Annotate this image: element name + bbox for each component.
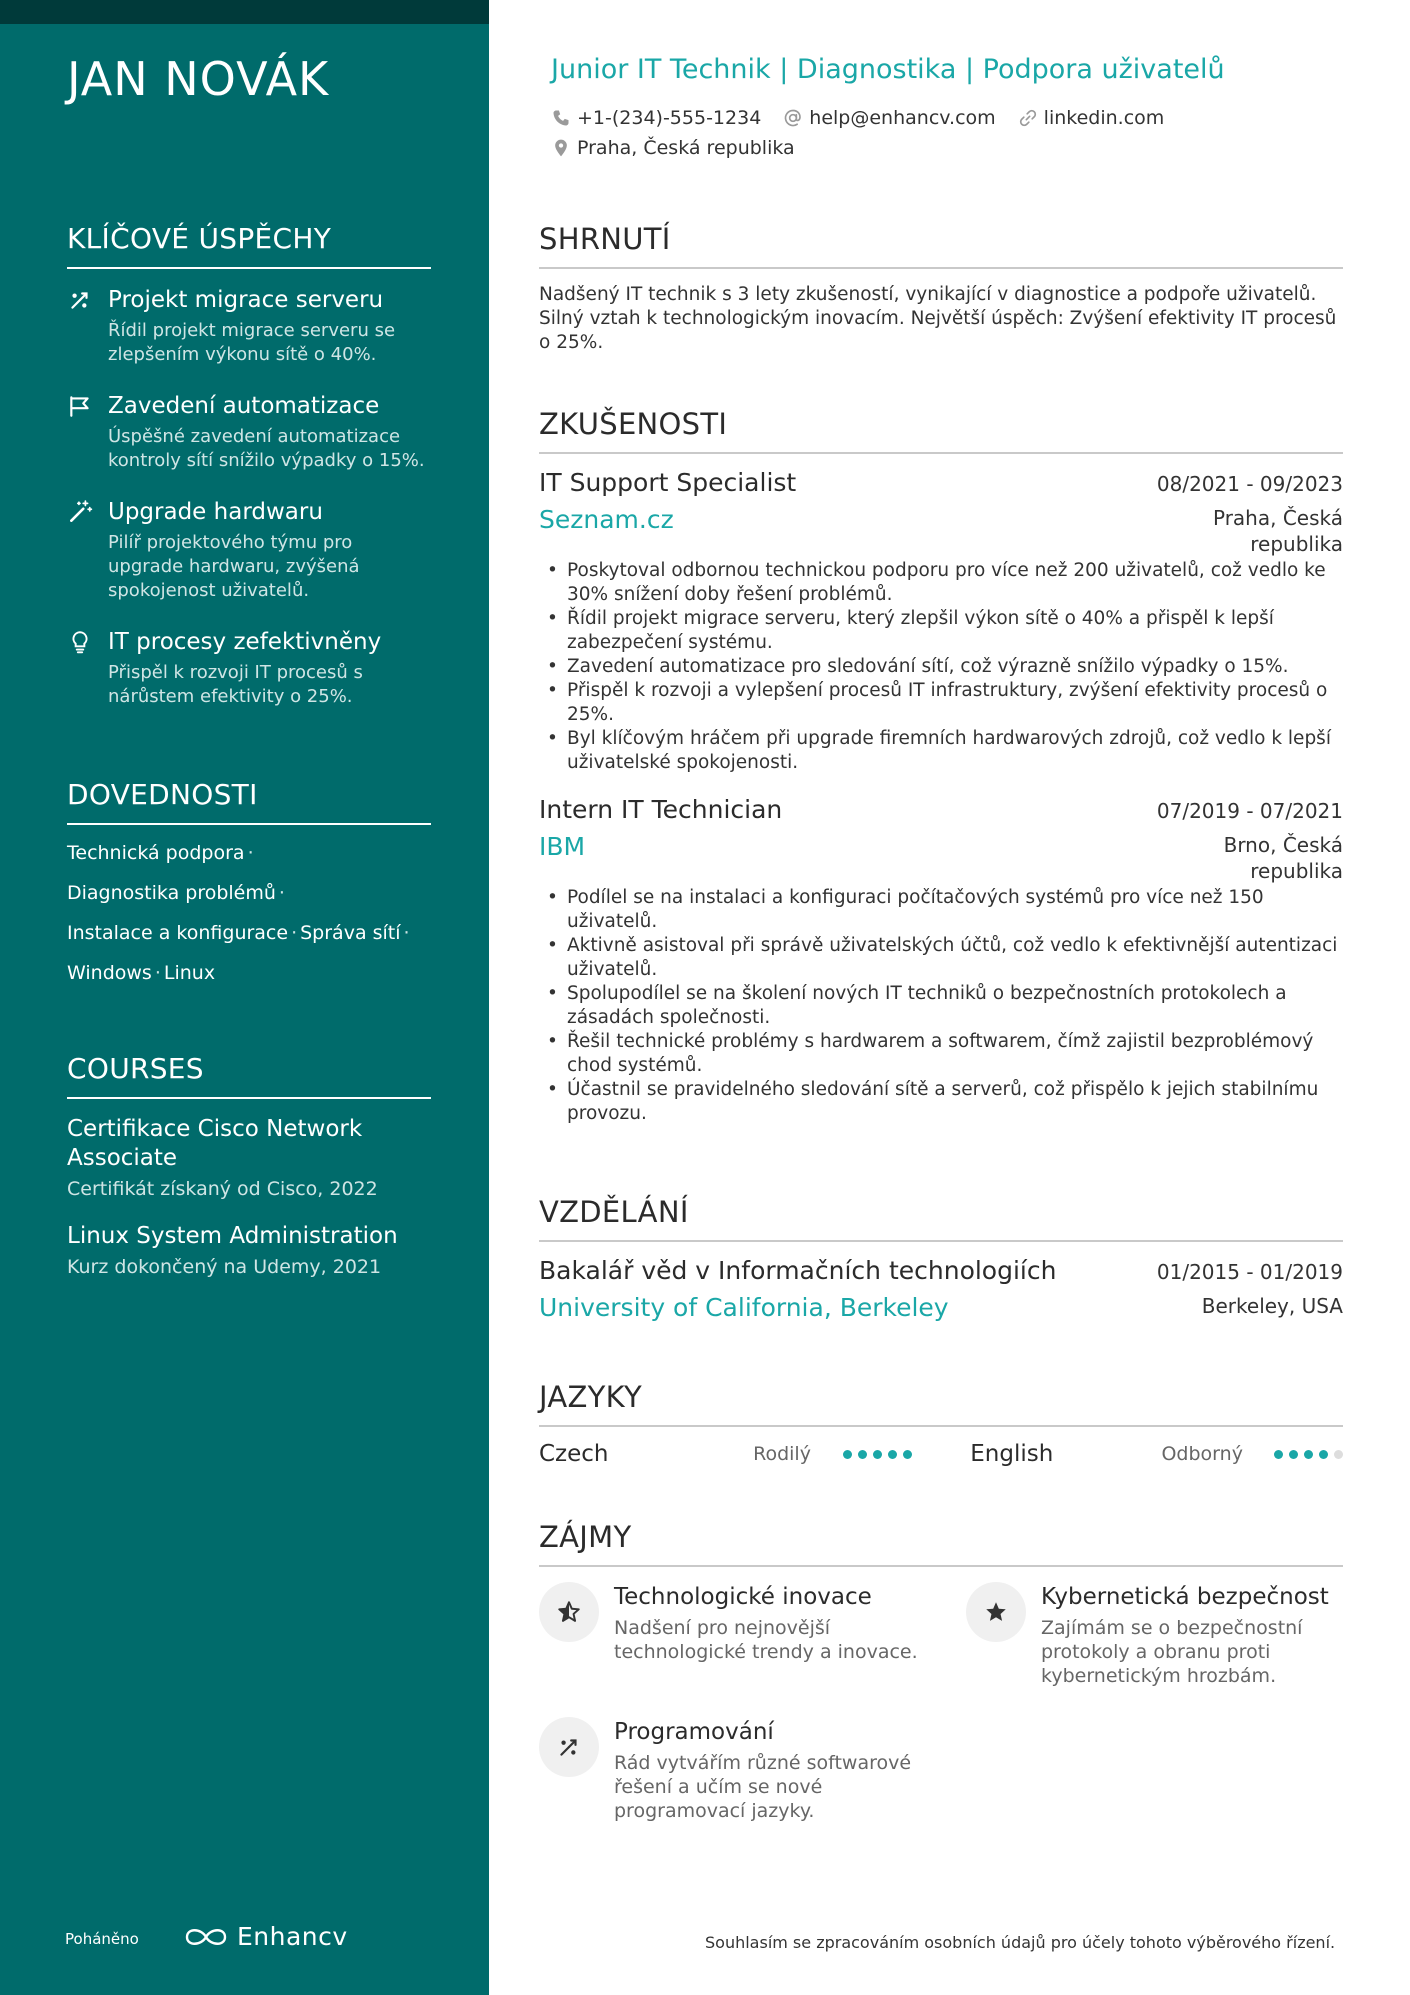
course-title: Certifikace Cisco Network Associate [67, 1116, 363, 1171]
language-rating-dot [843, 1450, 852, 1459]
job-bullet: • Přispěl k rozvoji a vylepšení procesů IT infrastruktury, zvýšení efektivity procesů o 25%. [539, 679, 1343, 727]
achievement-item [67, 627, 431, 709]
interest-item [539, 1717, 919, 1823]
language-rating-dot [888, 1450, 897, 1459]
rocket-icon [539, 1717, 599, 1777]
experience-section [539, 407, 1343, 1146]
job-bullet: • Aktivně asistoval při správě uživatelských účtů, což vedlo k efektivnější autentizaci uživatelů. [539, 934, 1343, 982]
sidebar [0, 0, 489, 1995]
interest-desc: Nadšení pro nejnovější technologické trendy a inovace. [614, 1617, 918, 1663]
achievements-section [67, 222, 431, 733]
job-date: 08/2021 - 09/2023 [1156, 472, 1343, 496]
achievement-desc: Pilíř projektového týmu pro upgrade hardwaru, zvýšená spokojenost uživatelů. [108, 532, 360, 601]
phone-icon [551, 108, 571, 128]
job-entry [539, 468, 1343, 775]
job-title: Intern IT Technician [539, 795, 783, 824]
summary-heading: SHRNUTÍ [539, 222, 1343, 269]
interest-item [966, 1582, 1346, 1688]
job-bullet: • Účastnil se pravidelného sledování sítě a serverů, což přispělo k jejich stabilnímu provozu. [539, 1078, 1343, 1126]
linkedin-text: linkedin.com [1043, 107, 1165, 129]
job-entry [539, 795, 1343, 1126]
achievement-item [67, 497, 431, 603]
interest-title: Programování [614, 1719, 774, 1745]
job-bullet: • Řešil technické problémy s hardwarem a softwarem, čímž zajistil bezproblémový chod systémů. [539, 1030, 1343, 1078]
languages-heading: JAZYKY [539, 1380, 1343, 1427]
language-rating-dot [858, 1450, 867, 1459]
language-rating-dot [1274, 1450, 1283, 1459]
education-location: Berkeley, USA [1201, 1294, 1343, 1318]
education-heading: VZDĚLÁNÍ [539, 1195, 1343, 1242]
achievement-title: Projekt migrace serveru [108, 287, 384, 313]
language-rating [843, 1450, 966, 1459]
skills-section [67, 778, 431, 1001]
language-name: English [970, 1441, 1054, 1467]
star-icon [966, 1582, 1026, 1642]
language-name: Czech [539, 1441, 609, 1467]
language-rating-dot [873, 1450, 882, 1459]
achievement-title: Zavedení automatizace [108, 393, 380, 419]
courses-heading: COURSES [67, 1052, 431, 1099]
magic-wand-icon [67, 499, 93, 525]
infinity-icon [183, 1924, 229, 1950]
enhancv-logo[interactable] [183, 1922, 348, 1951]
course-desc: Certifikát získaný od Cisco, 2022 [67, 1178, 378, 1200]
phone-text: +1-(234)-555-1234 [577, 107, 762, 129]
contact-email[interactable] [783, 107, 995, 129]
language-rating-dot [1334, 1450, 1343, 1459]
job-bullet: • Řídil projekt migrace serveru, který zlepšil výkon sítě o 40% a přispěl k lepší zabezpečení systému. [539, 607, 1343, 655]
achievement-title: Upgrade hardwaru [108, 499, 323, 525]
skill-line: Diagnostika problémů · [67, 882, 285, 904]
education-section [539, 1195, 1343, 1322]
lightbulb-icon [67, 629, 93, 655]
languages-row [539, 1441, 1343, 1467]
link-icon [1018, 108, 1038, 128]
job-date: 07/2019 - 07/2021 [1156, 799, 1343, 823]
job-bullet: • Poskytoval odbornou technickou podporu pro více než 200 uživatelů, což vedlo ke 30% snížení doby řešení problémů. [539, 559, 1343, 607]
skill-item: Linux [163, 962, 216, 984]
contact-location [551, 137, 795, 159]
flag-icon [67, 393, 93, 419]
interest-title: Technologické inovace [614, 1584, 872, 1610]
course-title: Linux System Administration [67, 1223, 398, 1249]
course-item [67, 1115, 431, 1202]
location-text: Praha, Česká republika [577, 137, 795, 159]
skill-item: Technická podpora [67, 842, 245, 864]
skill-line: Technická podpora · [67, 842, 254, 864]
interest-desc: Zajímám se o bezpečnostní protokoly a obranu proti kybernetickým hrozbám. [1041, 1617, 1303, 1687]
interests-heading: ZÁJMY [539, 1520, 1343, 1567]
achievements-heading: KLÍČOVÉ ÚSPĚCHY [67, 222, 431, 269]
job-company: IBM [539, 832, 586, 861]
skill-item: Instalace a konfigurace [67, 922, 289, 944]
location-pin-icon [551, 138, 571, 158]
achievement-desc: Přispěl k rozvoji IT procesů s nárůstem efektivity o 25%. [108, 662, 363, 707]
skill-item: Správa sítí [300, 922, 401, 944]
interest-item [539, 1582, 919, 1664]
languages-section [539, 1380, 1343, 1467]
interest-title: Kybernetická bezpečnost [1041, 1584, 1329, 1610]
headline: Junior IT Technik | Diagnostika | Podpora uživatelů [551, 54, 1225, 85]
powered-by-label: Poháněno [65, 1930, 139, 1948]
sidebar-top-bar [0, 0, 489, 24]
language-rating [1274, 1450, 1343, 1459]
education-date: 01/2015 - 01/2019 [1156, 1260, 1343, 1284]
interest-desc: Rád vytvářím různé softwarové řešení a učím se nové programovací jazyky. [614, 1752, 912, 1822]
contact-row [551, 107, 1164, 129]
brand-name: Enhancv [237, 1922, 348, 1951]
rocket-icon [67, 287, 93, 313]
course-item [67, 1222, 431, 1280]
experience-heading: ZKUŠENOSTI [539, 407, 1343, 454]
contact-linkedin[interactable] [1018, 107, 1165, 129]
skill-item: Windows [67, 962, 152, 984]
language-rating-dot [1319, 1450, 1328, 1459]
job-location: Brno, Česká republika [1223, 833, 1343, 883]
star-outline-icon [539, 1582, 599, 1642]
at-icon [783, 108, 803, 128]
contact-phone[interactable] [551, 107, 761, 129]
language-rating-dot [903, 1450, 912, 1459]
job-bullet: • Spolupodílel se na školení nových IT techniků o bezpečnostních protokolech a zásadách společnosti. [539, 982, 1343, 1030]
achievement-desc: Řídil projekt migrace serveru se zlepšením výkonu sítě o 40%. [108, 320, 396, 365]
language-level: Rodilý [753, 1443, 811, 1465]
summary-text: Nadšený IT technik s 3 lety zkušeností, vynikající v diagnostice a podpoře uživatelů. Silný vztah k technologickým inovacím. Největší úspěch: Zvýšení efektivity IT procesů o 25%. [539, 284, 1337, 353]
consent-text: Souhlasím se zpracováním osobních údajů pro účely tohoto výběrového řízení. [705, 1933, 1336, 1952]
email-text: help@enhancv.com [809, 107, 996, 129]
job-bullets [539, 559, 1343, 775]
contact-row-location [551, 137, 795, 159]
job-bullet: • Podílel se na instalaci a konfiguraci počítačových systémů pro více než 150 uživatelů. [539, 886, 1343, 934]
achievement-desc: Úspěšné zavedení automatizace kontroly sítí snížilo výpadky o 15%. [108, 426, 425, 471]
job-bullet: • Zavedení automatizace pro sledování sítí, což výrazně snížilo výpadky o 15%. [539, 655, 1343, 679]
language-rating-dot [1304, 1450, 1313, 1459]
achievement-item [67, 285, 431, 367]
job-bullet: • Byl klíčovým hráčem při upgrade firemních hardwarových zdrojů, což vedlo k lepší uživatelské spokojenosti. [539, 727, 1343, 775]
skill-item: Diagnostika problémů [67, 882, 276, 904]
skill-line: Windows · Linux [67, 962, 216, 984]
education-degree: Bakalář věd v Informačních technologiích [539, 1256, 1057, 1285]
job-title: IT Support Specialist [539, 468, 797, 497]
summary-section [539, 222, 1343, 355]
skills-heading: DOVEDNOSTI [67, 778, 431, 825]
job-location: Praha, Česká republika [1212, 506, 1343, 556]
course-desc: Kurz dokončený na Udemy, 2021 [67, 1256, 382, 1278]
language-rating-dot [1289, 1450, 1298, 1459]
candidate-name: JAN NOVÁK [67, 52, 330, 106]
job-company: Seznam.cz [539, 505, 674, 534]
education-school: University of California, Berkeley [539, 1293, 949, 1322]
achievement-title: IT procesy zefektivněny [108, 629, 382, 655]
job-bullets [539, 886, 1343, 1126]
interests-section [539, 1520, 1343, 1850]
skill-line: Instalace a konfigurace · Správa sítí · [67, 922, 410, 944]
courses-section [67, 1052, 431, 1300]
language-level: Odborný [1161, 1443, 1243, 1465]
achievement-item [67, 391, 431, 473]
